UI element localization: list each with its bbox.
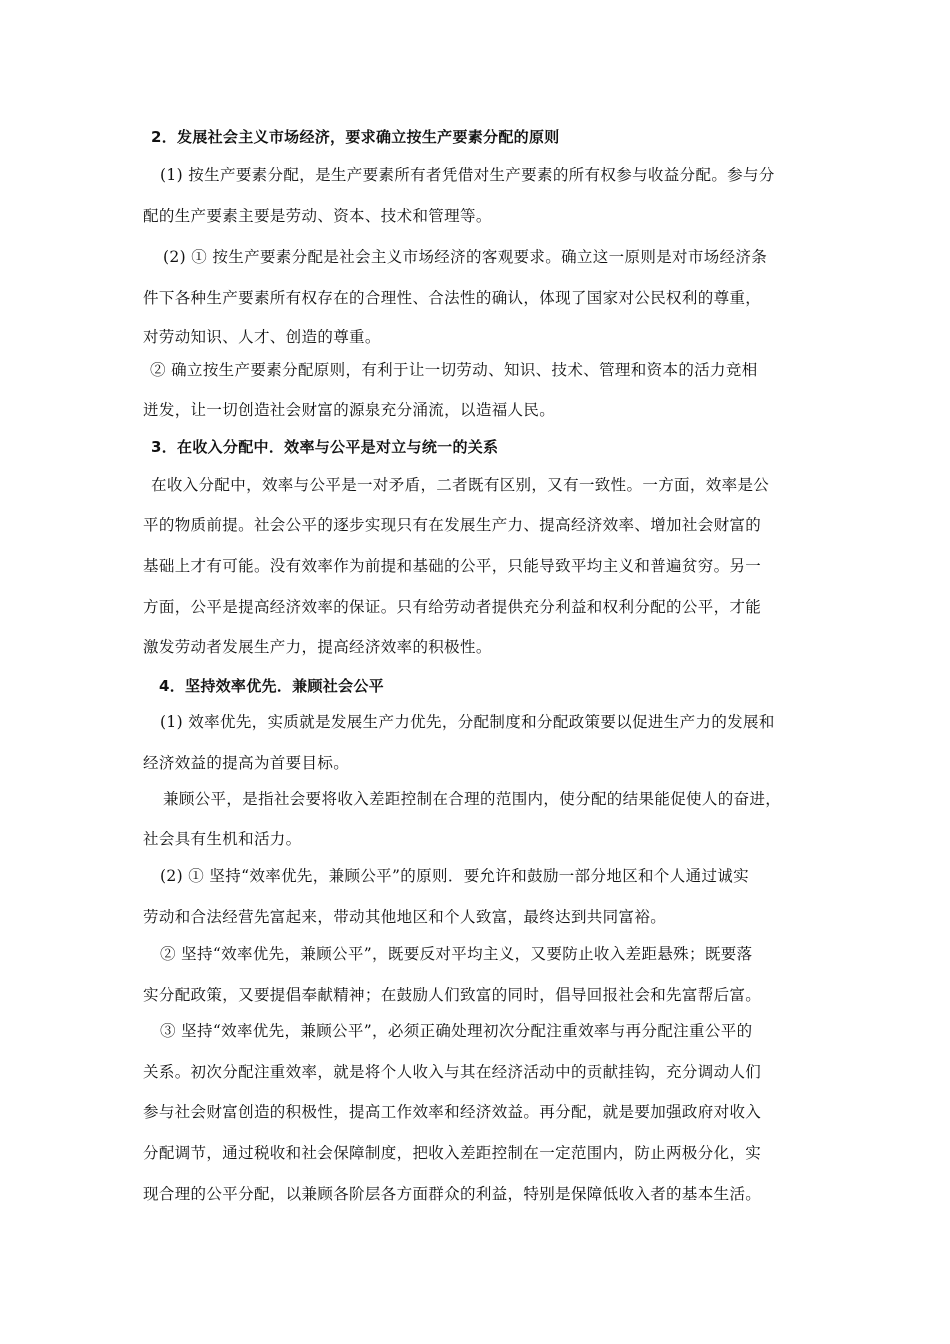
paragraph-line: 对劳动知识、人才、创造的尊重。	[143, 328, 381, 346]
paragraph-line: 现合理的公平分配，以兼顾各阶层各方面群众的利益，特别是保障低收入者的基本生活。	[143, 1185, 762, 1203]
paragraph-line: ② 确立按生产要素分配原则，有利于让一切劳动、知识、技术、管理和资本的活力竞相	[150, 361, 758, 379]
paragraph-line: 参与社会财富创造的积极性，提高工作效率和经济效益。再分配，就是要加强政府对收入	[143, 1103, 762, 1121]
section-2-heading: 2．发展社会主义市场经济，要求确立按生产要素分配的原则	[151, 128, 560, 146]
paragraph-line: 件下各种生产要素所有权存在的合理性、合法性的确认，体现了国家对公民权利的尊重，	[143, 289, 762, 307]
paragraph-line: 配的生产要素主要是劳动、资本、技术和管理等。	[143, 207, 492, 225]
paragraph-line: 基础上才有可能。没有效率作为前提和基础的公平，只能导致平均主义和普遍贫穷。另一	[143, 557, 762, 575]
paragraph-line: (1) 效率优先，实质就是发展生产力优先，分配制度和分配政策要以促进生产力的发展和	[160, 713, 775, 731]
section-3-heading: 3．在收入分配中．效率与公平是对立与统一的关系	[151, 438, 499, 456]
paragraph-line: 经济效益的提高为首要目标。	[143, 754, 350, 772]
paragraph-line: 社会具有生机和活力。	[143, 830, 302, 848]
paragraph-line: 劳动和合法经营先富起来，带动其他地区和个人致富，最终达到共同富裕。	[143, 908, 667, 926]
paragraph-line: (2) ① 坚持“效率优先，兼顾公平”的原则．要允许和鼓励一部分地区和个人通过诚实	[160, 867, 750, 885]
paragraph-line: 方面，公平是提高经济效率的保证。只有给劳动者提供充分利益和权利分配的公平，才能	[143, 598, 762, 616]
paragraph-line: 在收入分配中，效率与公平是一对矛盾，二者既有区别，又有一致性。一方面，效率是公	[151, 476, 770, 494]
paragraph-line: 迸发，让一切创造社会财富的源泉充分涌流，以造福人民。	[143, 401, 556, 419]
paragraph-line: 分配调节，通过税收和社会保障制度，把收入差距控制在一定范围内，防止两极分化，实	[143, 1144, 762, 1162]
paragraph-line: ② 坚持“效率优先，兼顾公平”，既要反对平均主义，又要防止收入差距悬殊；既要落	[160, 945, 753, 963]
paragraph-line: ③ 坚持“效率优先，兼顾公平”，必须正确处理初次分配注重效率与再分配注重公平的	[160, 1022, 753, 1040]
paragraph-line: 平的物质前提。社会公平的逐步实现只有在发展生产力、提高经济效率、增加社会财富的	[143, 516, 762, 534]
paragraph-line: 激发劳动者发展生产力，提高经济效率的积极性。	[143, 638, 492, 656]
section-4-heading: 4．坚持效率优先．兼顾社会公平	[159, 677, 384, 695]
paragraph-line: (2) ① 按生产要素分配是社会主义市场经济的客观要求。确立这一原则是对市场经济条	[163, 248, 768, 266]
paragraph-line: 实分配政策，又要提倡奉献精神；在鼓励人们致富的同时，倡导回报社会和先富帮后富。	[143, 986, 762, 1004]
paragraph-line: (1) 按生产要素分配，是生产要素所有者凭借对生产要素的所有权参与收益分配。参与分	[160, 166, 775, 184]
paragraph-line: 关系。初次分配注重效率，就是将个人收入与其在经济活动中的贡献挂钩，充分调动人们	[143, 1063, 762, 1081]
paragraph-line: 兼顾公平，是指社会要将收入差距控制在合理的范围内，使分配的结果能促使人的奋进，	[163, 790, 782, 808]
